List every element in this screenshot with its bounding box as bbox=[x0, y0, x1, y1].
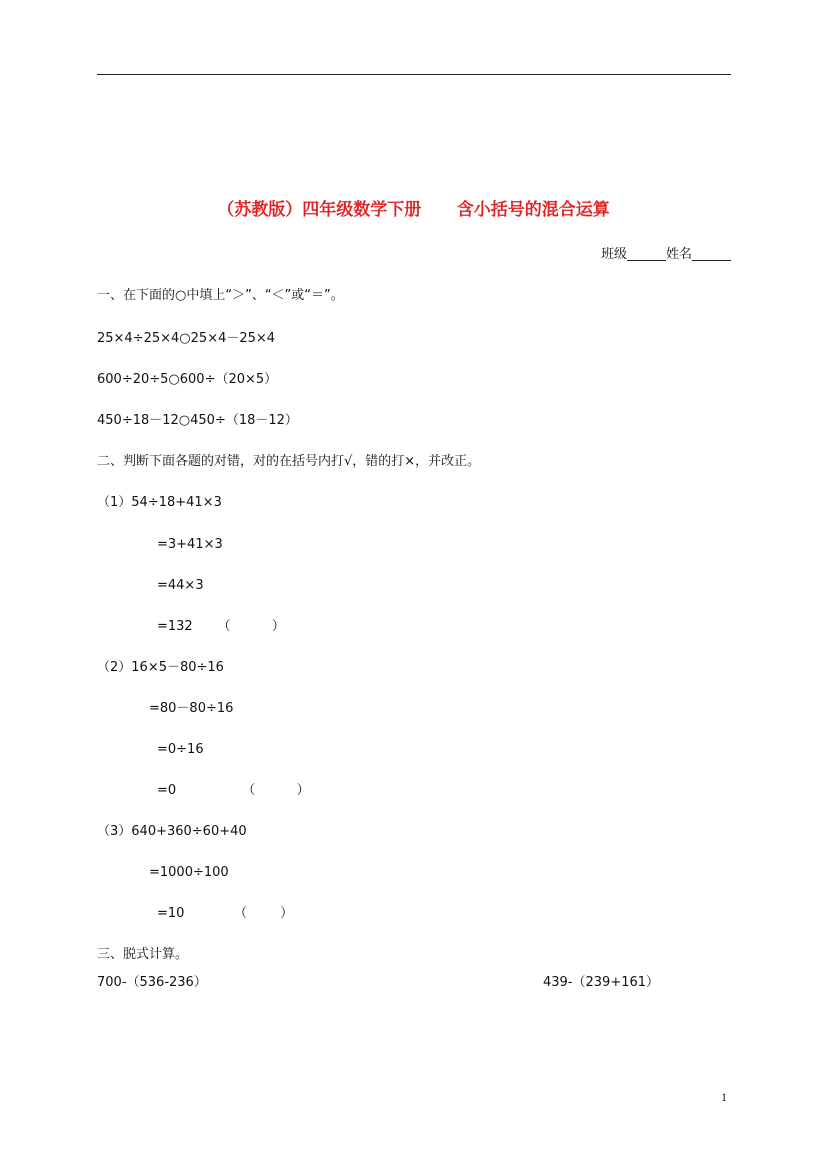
problem-1-step: =3+41×3 bbox=[157, 537, 223, 552]
problem-1-answer-line: =132 （ ） bbox=[157, 619, 285, 634]
class-name-line: 班级______姓名______ bbox=[600, 247, 731, 262]
section2-heading: 二、判断下面各题的对错，对的在括号内打√，错的打×，并改正。 bbox=[97, 454, 481, 469]
problem-1-question: （1）54÷18+41×3 bbox=[97, 495, 222, 510]
problem-2-step: =80－80÷16 bbox=[149, 701, 234, 716]
problem-2-step: =0÷16 bbox=[157, 742, 204, 757]
header-rule bbox=[97, 74, 731, 75]
problem-2-answer-line: =0 （ ） bbox=[157, 783, 310, 798]
section3-heading: 三、脱式计算。 bbox=[97, 947, 189, 962]
problem-2-question: （2）16×5－80÷16 bbox=[97, 660, 224, 675]
problem-3-question: （3）640+360÷60+40 bbox=[97, 824, 247, 839]
section1-heading: 一、在下面的○中填上“＞”、“＜”或“＝”。 bbox=[97, 288, 344, 303]
document-title: （苏教版）四年级数学下册 含小括号的混合运算 bbox=[217, 200, 610, 220]
compare-item-3: 450÷18－12○450÷（18－12） bbox=[97, 413, 298, 428]
calc-item-1: 700-（536-236） bbox=[97, 975, 207, 990]
compare-item-2: 600÷20÷5○600÷（20×5） bbox=[97, 372, 278, 387]
problem-3-answer-line: =10 （ ） bbox=[157, 906, 294, 921]
page-number: 1 bbox=[721, 1090, 727, 1104]
problem-1-step: =44×3 bbox=[157, 578, 204, 593]
calc-item-2: 439-（239+161） bbox=[543, 975, 660, 990]
compare-item-1: 25×4÷25×4○25×4－25×4 bbox=[97, 331, 276, 346]
problem-3-step: =1000÷100 bbox=[149, 865, 229, 880]
